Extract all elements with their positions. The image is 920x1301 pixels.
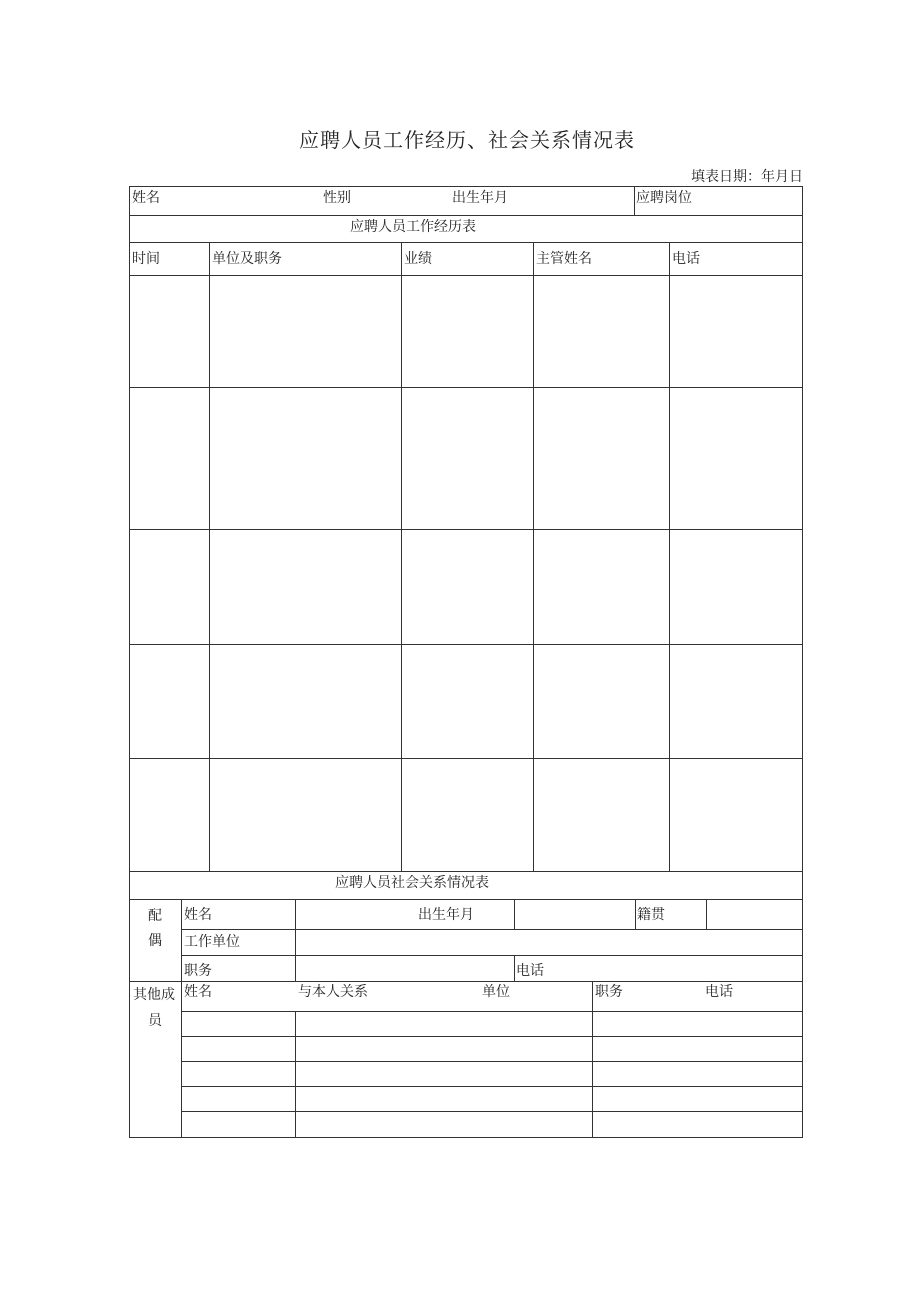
others-row[interactable] (182, 1087, 802, 1111)
divider (130, 981, 802, 982)
others-col-name: 姓名 (184, 984, 212, 1000)
divider (130, 215, 802, 216)
divider (130, 242, 802, 243)
others-row[interactable] (182, 1012, 802, 1036)
header-name-label: 姓名 (132, 190, 160, 206)
others-row[interactable] (182, 1062, 802, 1086)
spouse-native-label: 籍贯 (637, 907, 665, 923)
work-col-phone: 电话 (672, 251, 700, 267)
work-row[interactable] (130, 759, 802, 871)
spouse-birth-label: 出生年月 (418, 907, 474, 923)
spouse-name-label: 姓名 (184, 907, 212, 923)
work-row[interactable] (130, 645, 802, 758)
others-label-1: 其他成 (133, 987, 175, 1003)
spouse-phone-label: 电话 (516, 963, 544, 979)
spouse-duty-field[interactable] (296, 956, 514, 981)
divider (635, 899, 636, 929)
spouse-label-2: 偶 (148, 933, 162, 949)
others-row[interactable] (182, 1112, 802, 1137)
spouse-work-unit-field[interactable] (296, 930, 802, 955)
fill-date: 填表日期：年月日 (691, 169, 803, 185)
form-table (129, 186, 803, 1138)
spouse-name-field[interactable] (296, 900, 514, 929)
work-col-supervisor: 主管姓名 (536, 251, 592, 267)
header-position-label: 应聘岗位 (636, 190, 692, 206)
spouse-native-field[interactable] (707, 900, 802, 929)
work-section-title: 应聘人员工作经历表 (350, 219, 476, 235)
spouse-duty-label: 职务 (184, 963, 212, 979)
work-col-performance: 业绩 (404, 251, 432, 267)
others-col-phone: 电话 (705, 984, 733, 1000)
spouse-birth-field[interactable] (515, 900, 635, 929)
others-label-2: 员 (148, 1013, 162, 1029)
others-row[interactable] (182, 1037, 802, 1061)
header-birth-label: 出生年月 (452, 190, 508, 206)
others-col-duty: 职务 (595, 984, 623, 1000)
others-col-relation: 与本人关系 (298, 984, 368, 1000)
work-col-time: 时间 (132, 251, 160, 267)
page-title: 应聘人员工作经历、社会关系情况表 (299, 128, 635, 152)
divider (634, 187, 635, 215)
header-gender-label: 性别 (323, 190, 351, 206)
work-row[interactable] (130, 276, 802, 387)
work-row[interactable] (130, 530, 802, 644)
spouse-label-1: 配 (148, 908, 162, 924)
spouse-work-unit-label: 工作单位 (184, 934, 240, 950)
divider (130, 871, 802, 872)
work-col-unit-duty: 单位及职务 (212, 251, 282, 267)
others-col-unit: 单位 (482, 984, 510, 1000)
work-row[interactable] (130, 388, 802, 529)
divider (514, 955, 515, 981)
social-section-title: 应聘人员社会关系情况表 (335, 875, 489, 891)
